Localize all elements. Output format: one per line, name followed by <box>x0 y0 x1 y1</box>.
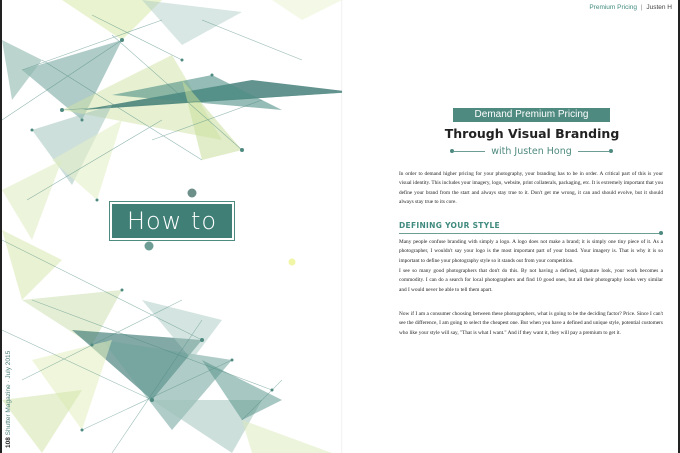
byline-row <box>450 144 613 158</box>
headline-box <box>109 201 235 241</box>
intro-paragraph: In order to demand higher pricing for your photography, your branding has to be in order. A critical part of this is your visual identity. This includes your imagery, logo, website, print collaterals, packaging, etc. It is extremely important that you define your brand from the start and always stay true to it. Don't get me wrong, it can and should evolve, but it should always stay true to its core. <box>399 171 663 206</box>
magazine-name: Shutter Magazine <box>5 384 12 436</box>
section-rule-dot <box>659 231 663 235</box>
byline: with Justen Hong <box>491 145 572 157</box>
running-head <box>589 4 672 11</box>
byline-right-dot <box>609 149 613 153</box>
headline: How to <box>112 204 232 238</box>
running-head-author: Justen H <box>646 4 672 11</box>
section-rule <box>399 233 663 234</box>
section-heading: DEFINING YOUR STYLE <box>399 221 500 230</box>
title-banner: Demand Premium Pricing <box>453 108 610 122</box>
byline-right-rule <box>578 151 609 152</box>
page-number: 108 <box>5 437 12 448</box>
issue-date: July 2015 <box>5 350 12 379</box>
body-paragraph: Now if I am a consumer choosing between these photographers, what is going to be the deciding factor? Price. Since I can't see the difference, I am going to select the cheapest one. But when you have a defined and unique style, potential customers who like your style will say, "That is what I want." And if they want it, they will pay a premium to get it. <box>399 311 663 336</box>
body-paragraph: Many people confuse branding with simply a logo. A logo does not make a brand; it is simply one tiny piece of it. As a photographer, I wouldn't say your logo is the most important part of your brand. Your imagery is. That is why it is so important to define your photography style so it stands out from your competition. <box>399 239 663 264</box>
byline-left-rule <box>454 151 485 152</box>
body-paragraph: I see so many good photographers that don't do this. By not having a defined, signature look, your work becomes a commodity. I can do a search for local photographers and find 10 good ones, but all their photography looks very similar and I would never be able to tell them apart. <box>399 268 663 293</box>
page-footer: 108 Shutter Magazine · July 2015 <box>5 350 12 448</box>
running-head-separator: | <box>640 4 643 11</box>
article-title: Through Visual Branding <box>444 126 620 141</box>
page-gutter <box>341 0 343 453</box>
running-head-section: Premium Pricing <box>589 4 638 11</box>
